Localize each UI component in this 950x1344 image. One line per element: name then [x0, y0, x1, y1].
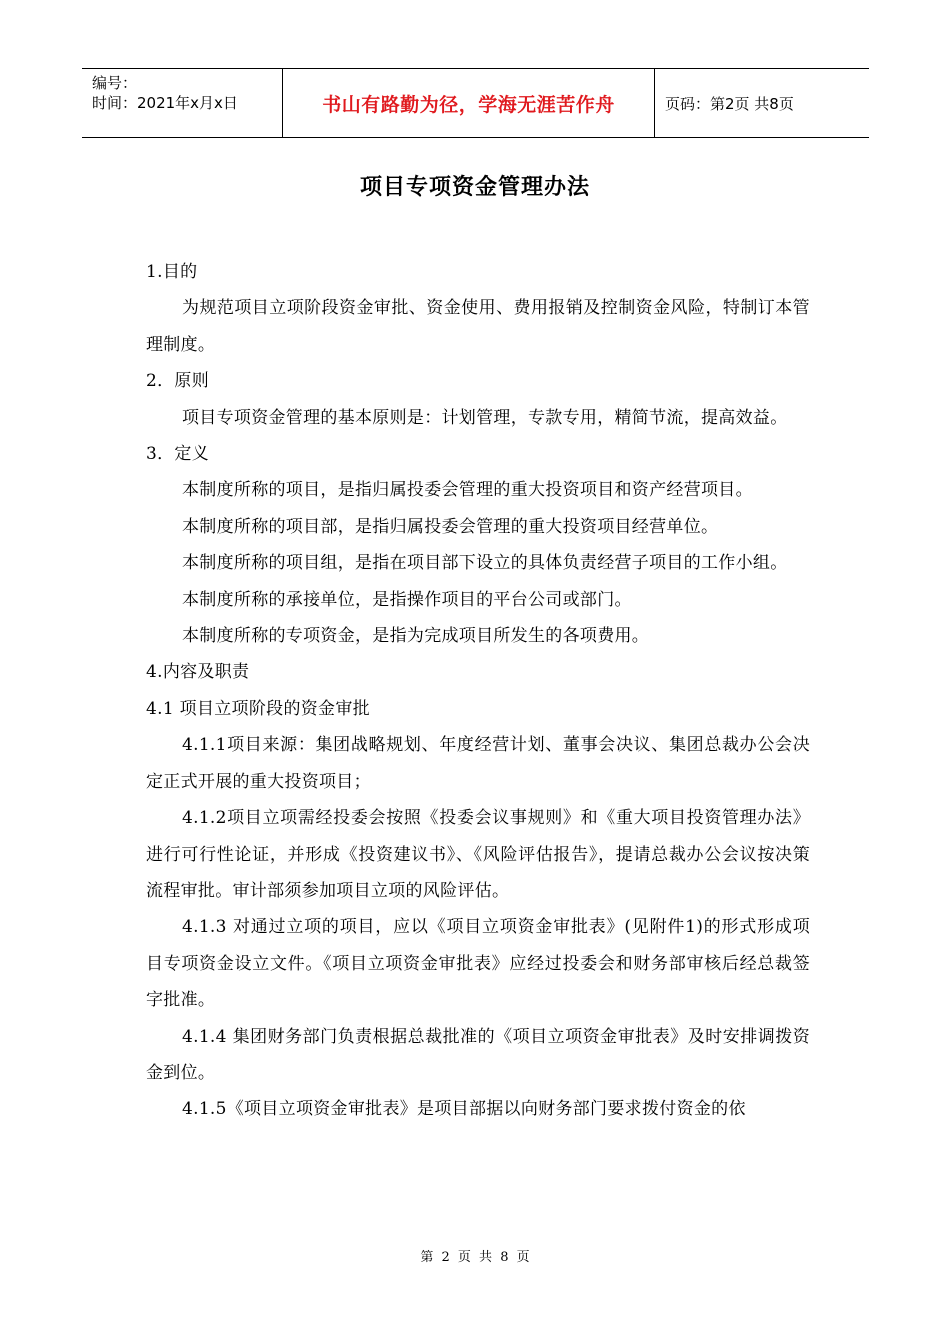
- page-footer: 第 2 页 共 8 页: [420, 1250, 530, 1265]
- document-body: [146, 254, 810, 1128]
- paragraph: 项目专项资金管理的基本原则是：计划管理，专款专用，精简节流，提高效益。: [182, 407, 788, 428]
- paragraph: 本制度所称的项目组，是指在项目部下设立的具体负责经营子项目的工作小组。: [182, 553, 788, 574]
- paragraph: 4.1.2项目立项需经投委会按照《投委会议事规则》和《重大项目投资管理办法》进行可行性论证，并形成《投资建议书》、《风险评估报告》，提请总裁办公会议按决策流程审批。审计部须参加项目立项的风险评估。: [146, 808, 810, 901]
- paragraph: 本制度所称的专项资金，是指为完成项目所发生的各项费用。: [182, 626, 650, 647]
- header-page-info: 页码：第2页 共8页: [665, 94, 794, 113]
- header-table: [82, 68, 869, 138]
- subsection-heading: 4.1 项目立项阶段的资金审批: [146, 698, 370, 719]
- section-heading: 4.内容及职责: [146, 662, 250, 683]
- section-heading: 2．原则: [146, 371, 210, 392]
- section-heading: 3．定义: [146, 444, 210, 465]
- paragraph: 为规范项目立项阶段资金审批、资金使用、费用报销及控制资金风险，特制订本管理制度。: [146, 298, 810, 355]
- document-date-label: 时间：2021年x月x日: [92, 94, 238, 112]
- paragraph: 4.1.5《项目立项资金审批表》是项目部据以向财务部门要求拨付资金的依: [182, 1099, 746, 1120]
- paragraph: 本制度所称的承接单位，是指操作项目的平台公司或部门。: [182, 589, 632, 610]
- paragraph: 4.1.1项目来源：集团战略规划、年度经营计划、董事会决议、集团总裁办公会决定正式开展的重大投资项目；: [146, 735, 810, 792]
- paragraph: 本制度所称的项目，是指归属投委会管理的重大投资项目和资产经营项目。: [182, 480, 753, 501]
- header-motto: 书山有路勤为径，学海无涯苦作舟: [282, 69, 655, 137]
- paragraph: 4.1.3 对通过立项的项目，应以《项目立项资金审批表》(见附件1)的形式形成项目专项资金设立文件。《项目立项资金审批表》应经过投委会和财务部审核后经总裁签字批准。: [146, 917, 810, 1011]
- header-meta: [82, 69, 282, 137]
- document-number-label: 编号：: [92, 74, 138, 92]
- section-heading: 1.目的: [146, 262, 198, 282]
- paragraph: 4.1.4 集团财务部门负责根据总裁批准的《项目立项资金审批表》及时安排调拨资金到位。: [146, 1026, 810, 1083]
- document-title: 项目专项资金管理办法: [359, 175, 590, 200]
- paragraph: 本制度所称的项目部，是指归属投委会管理的重大投资项目经营单位。: [182, 516, 719, 537]
